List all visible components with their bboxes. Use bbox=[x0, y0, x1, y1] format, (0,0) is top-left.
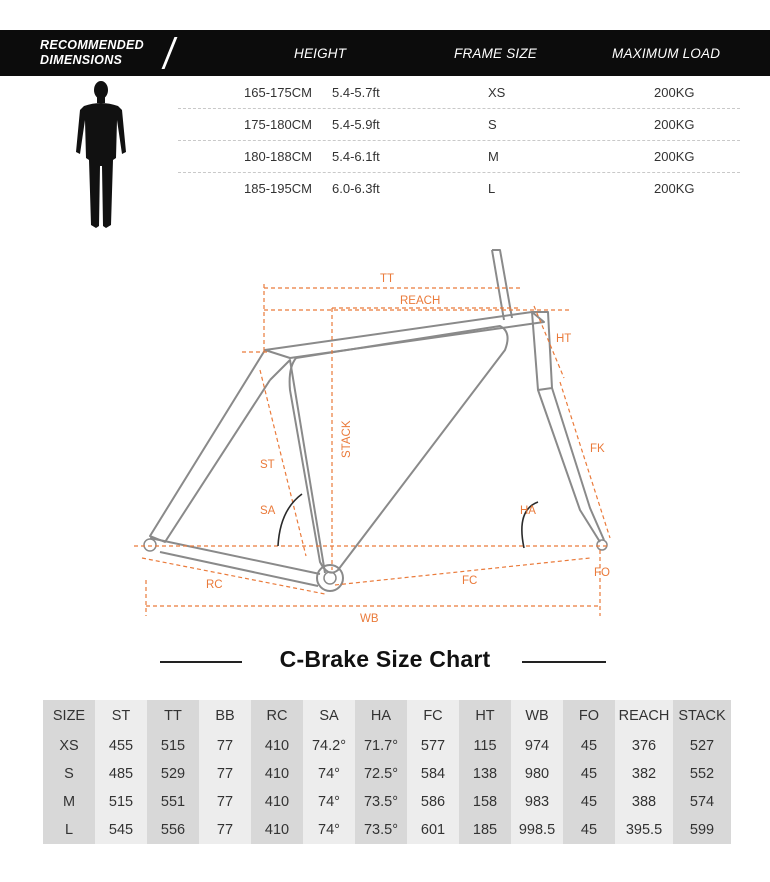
size-row-l bbox=[178, 172, 740, 204]
table-cell: 551 bbox=[147, 788, 199, 816]
table-cell: 388 bbox=[615, 788, 673, 816]
max-load: 200KG bbox=[654, 181, 695, 196]
table-cell: 138 bbox=[459, 760, 511, 788]
table-cell: 115 bbox=[459, 732, 511, 760]
bottom-bracket-icon bbox=[317, 565, 343, 591]
table-cell: 410 bbox=[251, 788, 303, 816]
table-cell: 77 bbox=[199, 788, 251, 816]
height-ft: 5.4-5.9ft bbox=[332, 117, 380, 132]
rc-label: RC bbox=[206, 579, 223, 591]
table-cell: L bbox=[43, 816, 95, 844]
table-cell: 410 bbox=[251, 760, 303, 788]
height-ft: 5.4-5.7ft bbox=[332, 85, 380, 100]
col-header: WB bbox=[511, 700, 563, 732]
table-cell: 515 bbox=[95, 788, 147, 816]
col-header: FC bbox=[407, 700, 459, 732]
ha-label: HA bbox=[520, 505, 536, 517]
sa-label: SA bbox=[260, 505, 276, 517]
frame-size-header: FRAME SIZE bbox=[454, 46, 538, 61]
fo-label: FO bbox=[594, 567, 610, 579]
reach-label: REACH bbox=[400, 295, 441, 307]
recommended-line2: DIMENSIONS bbox=[40, 53, 123, 67]
st-label: ST bbox=[260, 459, 275, 471]
table-cell: 74° bbox=[303, 816, 355, 844]
size-row-m bbox=[178, 140, 740, 173]
table-cell: 395.5 bbox=[615, 816, 673, 844]
table-cell: 601 bbox=[407, 816, 459, 844]
table-cell: 485 bbox=[95, 760, 147, 788]
table-cell: 410 bbox=[251, 816, 303, 844]
recommended-line1: RECOMMENDED bbox=[40, 38, 144, 52]
table-cell: 599 bbox=[673, 816, 731, 844]
table-cell: 552 bbox=[673, 760, 731, 788]
table-cell: 455 bbox=[95, 732, 147, 760]
col-header: ST bbox=[95, 700, 147, 732]
table-row bbox=[43, 732, 731, 760]
table-cell: 74° bbox=[303, 760, 355, 788]
table-cell: 77 bbox=[199, 760, 251, 788]
size-chart-title: C-Brake Size Chart bbox=[279, 646, 491, 672]
height-ft: 5.4-6.1ft bbox=[332, 149, 380, 164]
col-header: STACK bbox=[673, 700, 731, 732]
max-load: 200KG bbox=[654, 117, 695, 132]
table-cell: 980 bbox=[511, 760, 563, 788]
table-cell: 185 bbox=[459, 816, 511, 844]
table-cell: 584 bbox=[407, 760, 459, 788]
height-header: HEIGHT bbox=[294, 46, 347, 61]
col-header: RC bbox=[251, 700, 303, 732]
table-cell: 73.5° bbox=[355, 816, 407, 844]
frame-geometry-diagram bbox=[120, 240, 640, 630]
table-cell: 77 bbox=[199, 816, 251, 844]
ht-label: HT bbox=[556, 333, 572, 345]
table-cell: 974 bbox=[511, 732, 563, 760]
table-cell: 577 bbox=[407, 732, 459, 760]
table-cell: 382 bbox=[615, 760, 673, 788]
table-cell: 983 bbox=[511, 788, 563, 816]
height-cm: 175-180CM bbox=[244, 117, 312, 132]
table-cell: 556 bbox=[147, 816, 199, 844]
front-dropout-icon bbox=[597, 540, 607, 550]
person-silhouette-icon bbox=[62, 80, 140, 232]
table-cell: 77 bbox=[199, 732, 251, 760]
table-cell: 410 bbox=[251, 732, 303, 760]
slash-divider bbox=[162, 37, 178, 69]
table-cell: 45 bbox=[563, 816, 615, 844]
size-row-xs bbox=[178, 76, 740, 109]
frame-size: L bbox=[488, 181, 496, 196]
table-cell: 158 bbox=[459, 788, 511, 816]
max-load: 200KG bbox=[654, 85, 695, 100]
table-cell: 527 bbox=[673, 732, 731, 760]
col-header: HA bbox=[355, 700, 407, 732]
table-cell: 74.2° bbox=[303, 732, 355, 760]
col-header: SIZE bbox=[43, 700, 95, 732]
table-cell: XS bbox=[43, 732, 95, 760]
height-ft: 6.0-6.3ft bbox=[332, 181, 380, 196]
col-header: SA bbox=[303, 700, 355, 732]
header-bar bbox=[0, 30, 770, 76]
table-row bbox=[43, 788, 731, 816]
frame-size: M bbox=[488, 149, 499, 164]
frame-size: XS bbox=[488, 85, 506, 100]
table-header-row bbox=[43, 700, 731, 732]
table-cell: 515 bbox=[147, 732, 199, 760]
table-cell: 586 bbox=[407, 788, 459, 816]
table-cell: 45 bbox=[563, 732, 615, 760]
fc-label: FC bbox=[462, 575, 478, 587]
table-cell: 45 bbox=[563, 760, 615, 788]
size-chart-table bbox=[43, 700, 731, 844]
table-cell: M bbox=[43, 788, 95, 816]
table-cell: 74° bbox=[303, 788, 355, 816]
tt-label: TT bbox=[380, 273, 395, 285]
table-cell: 998.5 bbox=[511, 816, 563, 844]
table-row bbox=[43, 816, 731, 844]
size-row-s bbox=[178, 108, 740, 141]
height-cm: 165-175CM bbox=[244, 85, 312, 100]
col-header: HT bbox=[459, 700, 511, 732]
col-header: FO bbox=[563, 700, 615, 732]
recommended-dimensions-label bbox=[40, 38, 144, 68]
title-line-right bbox=[522, 661, 606, 663]
max-load: 200KG bbox=[654, 149, 695, 164]
table-cell: S bbox=[43, 760, 95, 788]
rear-dropout-icon bbox=[144, 539, 156, 551]
table-row bbox=[43, 760, 731, 788]
frame-size: S bbox=[488, 117, 497, 132]
col-header: REACH bbox=[615, 700, 673, 732]
table-cell: 376 bbox=[615, 732, 673, 760]
wb-label: WB bbox=[360, 613, 379, 625]
table-cell: 45 bbox=[563, 788, 615, 816]
table-cell: 71.7° bbox=[355, 732, 407, 760]
stack-label: STACK bbox=[341, 420, 353, 458]
maximum-load-header: MAXIMUM LOAD bbox=[612, 46, 721, 61]
table-cell: 545 bbox=[95, 816, 147, 844]
col-header: TT bbox=[147, 700, 199, 732]
table-cell: 574 bbox=[673, 788, 731, 816]
table-cell: 73.5° bbox=[355, 788, 407, 816]
table-cell: 529 bbox=[147, 760, 199, 788]
frame-outline bbox=[150, 250, 604, 586]
height-cm: 180-188CM bbox=[244, 149, 312, 164]
seat-angle-arc bbox=[278, 494, 302, 546]
height-cm: 185-195CM bbox=[244, 181, 312, 196]
col-header: BB bbox=[199, 700, 251, 732]
table-cell: 72.5° bbox=[355, 760, 407, 788]
fk-label: FK bbox=[590, 443, 605, 455]
